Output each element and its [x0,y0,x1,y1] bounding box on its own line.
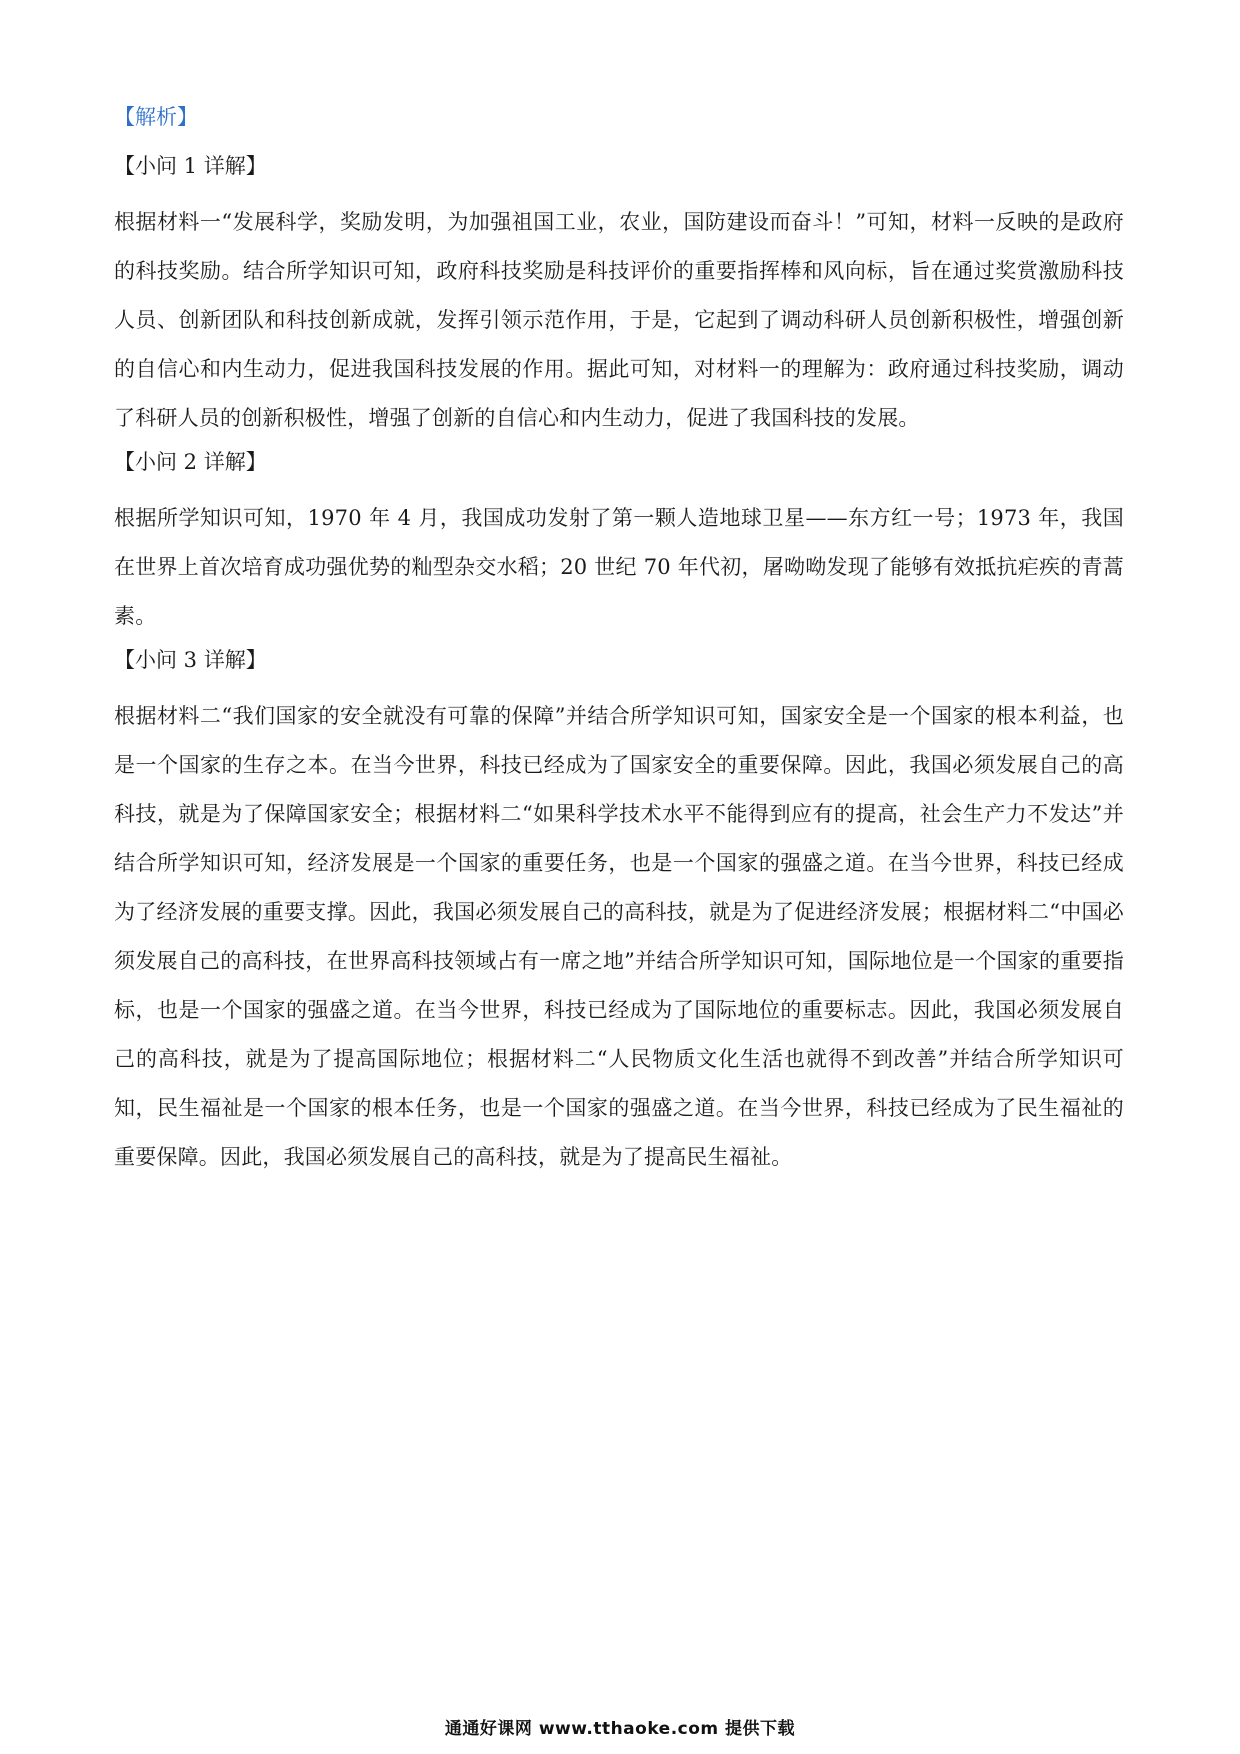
section-3-heading: 【小问 3 详解】 [114,648,267,672]
section-1-text: 根据材料一“发展科学，奖励发明，为加强祖国工业，农业，国防建设而奋斗！”可知，材料一反映的是政府的科技奖励。结合所学知识可知，政府科技奖励是科技评价的重要指挥棒和风向标，旨在通过奖赏激励科技人员、创新团队和科技创新成就，发挥引领示范作用，于是，它起到了调动科研人员创新积极性，增强创新的自信心和内生动力，促进我国科技发展的作用。据此可知，对材料一的理解为：政府通过科技奖励，调动了科研人员的创新积极性，增强了创新的自信心和内生动力，促进了我国科技的发展。 [114,210,1124,430]
section-2-heading: 【小问 2 详解】 [114,450,267,474]
section-2-text: 根据所学知识可知，1970 年 4 月，我国成功发射了第一颗人造地球卫星——东方红一号；1973 年，我国在世界上首次培育成功强优势的籼型杂交水稻；20 世纪 70 年代初，屠呦呦发现了能够有效抵抗疟疾的青蒿素。 [114,506,1124,628]
section-1-heading: 【小问 1 详解】 [114,154,267,178]
document-body [114,100,1124,1182]
analysis-label: 【解析】 [114,105,198,129]
page-footer: 通通好课网 www.tthaoke.com 提供下载 [444,1719,796,1739]
section-3-text: 根据材料二“我们国家的安全就没有可靠的保障”并结合所学知识可知，国家安全是一个国家的根本利益，也是一个国家的生存之本。在当今世界，科技已经成为了国家安全的重要保障。因此，我国必须发展自己的高科技，就是为了保障国家安全；根据材料二“如果科学技术水平不能得到应有的提高，社会生产力不发达”并结合所学知识可知，经济发展是一个国家的重要任务，也是一个国家的强盛之道。在当今世界，科技已经成为了经济发展的重要支撑。因此，我国必须发展自己的高科技，就是为了促进经济发展；根据材料二“中国必须发展自己的高科技，在世界高科技领域占有一席之地”并结合所学知识可知，国际地位是一个国家的重要指标，也是一个国家的强盛之道。在当今世界，科技已经成为了国际地位的重要标志。因此，我国必须发展自己的高科技，就是为了提高国际地位；根据材料二“人民物质文化生活也就得不到改善”并结合所学知识可知，民生福祉是一个国家的根本任务，也是一个国家的强盛之道。在当今世界，科技已经成为了民生福祉的重要保障。因此，我国必须发展自己的高科技，就是为了提高民生福祉。 [114,704,1124,1169]
